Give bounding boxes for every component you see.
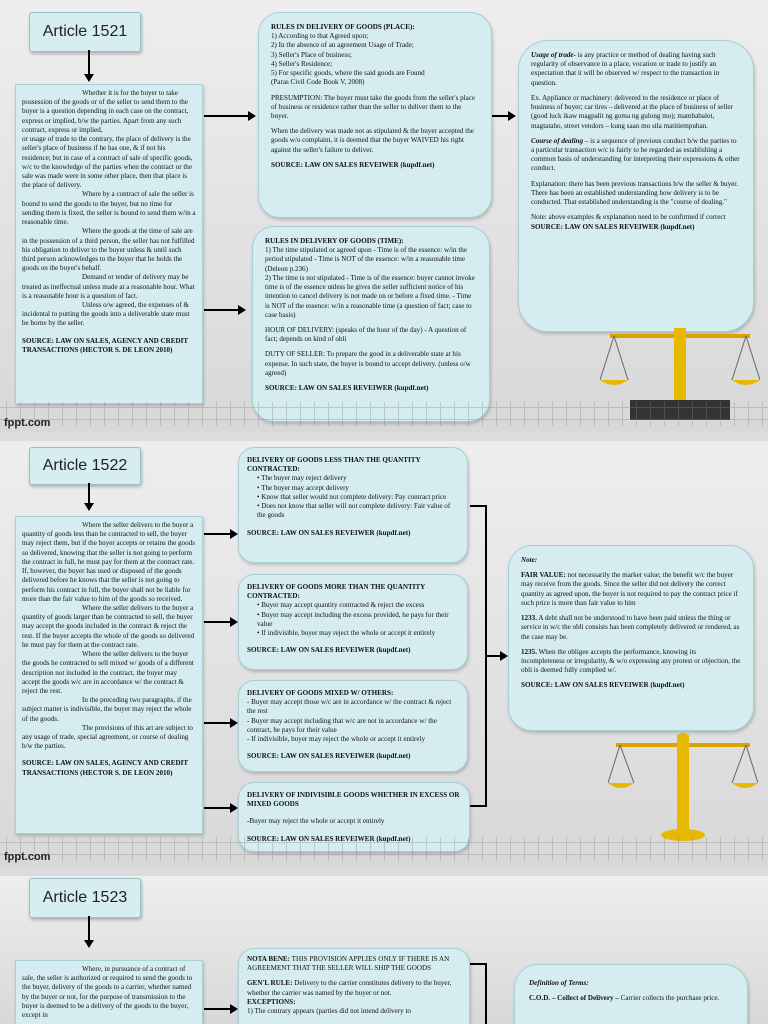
footer-brand: fppt.com — [4, 851, 51, 863]
slide-article-1522 — [0, 441, 768, 866]
article-text-box — [15, 84, 203, 404]
note-label: Note: — [521, 556, 538, 564]
definition: is any practice or method of dealing having such regularity of observance in a place, vocation or trade to justify an expectation that it will be observed w/ respect to the transaction in question. — [531, 51, 720, 87]
article-paragraph: Where the goods at the time of sale are in the possession of a third person, the seller has not fulfilled his obligation to deliver to the buyer unless & until such third person acknowledges to the buyer that he holds the goods on the buyer's behalf. — [22, 227, 195, 273]
article-excerpt: A debt shall not be understood to have been paid unless the thing or service in w/c the obli consists has been completely delivered or rendered, as the case may be. — [521, 614, 740, 641]
box-source: SOURCE: LAW ON SALES REVEIWER (kupdf.net) — [521, 681, 685, 690]
list-item: 2) In the absence of an agreement Usage of Trade; — [271, 41, 414, 50]
box-heading: Definition of Terms: — [529, 979, 589, 987]
list-item: 1) The contrary appears (parties did not intend delivery to — [247, 1007, 411, 1016]
arrowhead — [248, 111, 256, 121]
arrowhead — [84, 74, 94, 82]
arrow-right — [204, 115, 250, 117]
article-paragraph: Where the seller delivers to the buyer a quantity of goods less than he contracted to sell, the buyer may reject them, but if the buyer accepts or retains the goods so delivered, knowing that the seller is not going to perform the contract in full, he must pay for them at the contract rate. If, however, the buyer has used or disposed of the goods delivered before he knows that the seller is not going to perform his contract in full, the buyer shall not be liable for more than the fair value to him of the goods so received. — [22, 521, 195, 603]
article-number: 1235. — [521, 647, 537, 656]
arrow-down — [88, 483, 90, 505]
term: Course of dealing — [531, 136, 584, 145]
arrow-down — [88, 50, 90, 76]
arrowhead — [508, 111, 516, 121]
box-source: SOURCE: LAW ON SALES REVEIWER (kupdf.net) — [247, 646, 411, 655]
article-paragraph: In the preceding two paragraphs, if the subject matter is indivisible, the buyer may reject the whole of the goods. — [22, 696, 192, 723]
arrow-right — [204, 309, 240, 311]
explanation-text: Explanation: there has been previous transactions b/w the seller & buyer. There has been an established understanding how delivery is to be conducted. That established understanding is the "course of dealing." — [531, 179, 739, 207]
text: Delivery to the carrier constitutes delivery to the buyer, whether the carrier was named by the buyer or not. — [247, 979, 452, 997]
list-item: • The buyer may accept delivery — [257, 484, 459, 493]
list-item: 4) Seller's Residence; — [271, 59, 333, 68]
label: GEN'L RULE: — [247, 979, 293, 988]
article-source: SOURCE: LAW ON SALES, AGENCY AND CREDIT TRANSACTIONS (HECTOR S. DE LEON 2010) — [22, 759, 189, 777]
article-paragraph: or usage of trade to the contrary, the place of delivery is the seller's place of business if he has one, & if not his residence; but in case of a contract of sale of specific goods, w/c to the knowledge of the parties when the contract or the sale was made were in some other place, then that place is the place of delivery. — [22, 135, 193, 190]
definition-box — [514, 964, 748, 1024]
article-source: SOURCE: LAW ON SALES, AGENCY AND CREDIT TRANSACTIONS (HECTOR S. DE LEON 2010) — [22, 336, 189, 354]
box-heading: DELIVERY OF GOODS MORE THAN THE QUANTITY CONTRACTED: — [247, 583, 426, 601]
note-box — [508, 545, 754, 731]
article-paragraph: Where by a contract of sale the seller is bound to send the goods to the buyer, but no time for sending them is fixed, the seller is bound to send them w/in a reasonable time. — [22, 190, 196, 227]
list-item: • Buyer may accept quantity contracted & reject the excess — [257, 601, 459, 610]
article-paragraph: Whether it is for the buyer to take possession of the goods or of the seller to send them to the buyer is a question depending in each case on the contract, express or implied, b/w the parties. Apart from any such contract, express or implied, — [22, 89, 189, 134]
box-source: SOURCE: LAW ON SALES REVEIWER (kupdf.net) — [247, 752, 411, 761]
list-item: 1) According to that Agreed upon; — [271, 32, 369, 41]
box-heading: RULES IN DELIVERY OF GOODS (PLACE): — [271, 23, 415, 31]
note-text: Note: above examples & explanation need to be confirmed if correct — [531, 213, 726, 222]
box-heading: DELIVERY OF GOODS MIXED W/ OTHERS: — [247, 689, 394, 697]
nota-bene-box — [238, 948, 470, 1024]
definition: Carrier collects the purchase price. — [618, 994, 720, 1003]
mixed-goods-box — [238, 680, 468, 772]
hour-text: HOUR OF DELIVERY: (speaks of the hour of the day) - A question of fact; depends on kind of obli — [265, 325, 467, 344]
box-heading: DELIVERY OF INDIVISIBLE GOODS WHETHER IN EXCESS OR MIXED GOODS — [247, 791, 460, 809]
text: THIS PROVISION APPLIES ONLY IF THERE IS AN AGREEMENT THAT THE SELLER WILL SHIP THE GOODS — [247, 955, 450, 973]
article-title: Article 1522 — [29, 447, 141, 485]
presumption-text: PRESUMPTION: The buyer must take the goods from the seller's place of business or residence rather than the seller to deliver them to the buyer. — [271, 93, 476, 120]
decorative-border — [0, 402, 768, 426]
usage-of-trade-box — [518, 40, 754, 332]
article-excerpt: When the obligee accepts the performance, knowing its incompleteness or irregularity, & w/o expressing any protest or objection, the obli is deemed fully complied w/. — [521, 647, 741, 675]
term: Usage of trade- — [531, 51, 576, 59]
list-item: • Buyer may accept including the excess provided, he pays for their value — [257, 611, 459, 629]
duty-text: DUTY OF SELLER: To prepare the good in a deliverable state at his expense. In such state, the buyer is bound to accept delivery. (unless o/w agreed) — [265, 350, 471, 377]
slide-article-1523 — [0, 876, 768, 1024]
list-item: 1) The time stipulated or agreed upon - Time is of the essence: w/in the period stipulated - Time is NOT of the essence: w/in a reasonable time (Deleon p.236) — [265, 246, 467, 273]
arrowhead — [238, 305, 246, 315]
less-quantity-box — [238, 447, 468, 563]
list-item: - If indivisible, buyer may reject the whole or accept it entirely — [247, 735, 426, 744]
box-source: SOURCE: LAW ON SALES REVEIWER (kupdf.net) — [247, 834, 411, 843]
article-paragraph: Where the seller delivers to the buyer a quantity of goods larger than he contracted to sell, the buyer may accept the goods included in the contract & reject the rest. If the buyer accepts the whole of the goods so delivered he must pay for them at the contract rate. — [22, 603, 195, 649]
list-item: -Buyer may reject the whole or accept it entirely — [247, 817, 385, 826]
waived-text: When the delivery was made not as stipulated & the buyer accepted the goods w/o complaint, it is deemed that the buyer WAIVED his right against the seller's failure to deliver. — [271, 127, 474, 154]
article-paragraph: Where, in pursuance of a contract of sale, the seller is authorized or required to send the goods to the buyer, delivery of the goods to a carrier, whether named by the buyer or not, for the purpose of transmission to the buyer is deemed to be a delivery of the goods to the buyer, except in — [22, 965, 193, 1020]
list-item: • Does not know that seller will not complete delivery: Fair value of the goods — [257, 502, 459, 520]
list-item: • If indivisible, buyer may reject the whole or accept it entirely — [257, 629, 459, 638]
list-item: (Paras Civil Code Book V, 2008) — [271, 78, 365, 87]
article-text-box — [15, 960, 203, 1024]
decorative-border — [0, 834, 768, 861]
list-item: - Buyer may accept those w/c are in accordance w/ the contract & reject the rest — [247, 698, 452, 716]
box-source: SOURCE: LAW ON SALES REVEIWER (kupdf.net) — [265, 384, 429, 393]
definition: – is a sequence of previous conduct b/w the parties to a particular transaction w/c is fairly to be regarded as establishing a common basis of understanding for interpreting their expressions & other conduct. — [531, 136, 740, 173]
label: NOTA BENE: — [247, 955, 291, 963]
term: FAIR VALUE: — [521, 571, 566, 580]
list-item: - Buyer may accept including that w/c are not in accordance w/ the contract, he pays for their value — [247, 716, 437, 734]
more-quantity-box — [238, 574, 468, 670]
box-source: SOURCE: LAW ON SALES REVEIWER (kupdf.net) — [271, 160, 435, 169]
slide-article-1521 — [0, 0, 768, 432]
article-paragraph: The provisions of this art are subject to any usage of trade, special agreement, or course of dealing b/w the parties. — [22, 723, 193, 751]
exceptions-label: EXCEPTIONS: — [247, 997, 296, 1006]
time-rules-box — [252, 226, 490, 422]
box-source: SOURCE: LAW ON SALES REVEIWER (kupdf.net) — [531, 222, 695, 231]
box-heading: RULES IN DELIVERY OF GOODS (TIME): — [265, 237, 404, 245]
example-text: Ex. Appliance or machinery: delivered to the residence or place of business of buyer; car tires – delivered at the place of business of seller (good luck ikaw magpalit ng goma ng gulong mo); mambabalot, magtataho, street vendors – kung saan mo sila matitiempuhan. — [531, 93, 733, 130]
list-item: 5) For specific goods, where the said goods are Found — [271, 69, 425, 78]
article-title: Article 1521 — [29, 12, 141, 52]
article-paragraph: Unless o/w agreed, the expenses of & incidental to putting the goods into a deliverable state must be borne by the seller. — [22, 301, 190, 328]
place-rules-box — [258, 12, 492, 218]
term: C.O.D. – Collect of Delivery – — [529, 994, 619, 1003]
box-heading: DELIVERY OF GOODS LESS THAN THE QUANTITY CONTRACTED: — [247, 456, 421, 474]
list-item: • Know that seller would not complete delivery: Pay contract price — [257, 493, 459, 502]
list-item: 2) The time is not stipulated - Time is of the essence: buyer cannot invoke time is of the essence unless he gives the seller sufficient notice of his intention to cancel delivery is not made on or before a fixed time. - Time is NOT of the essence: w/in a reasonable time (a question of fact; case to case basis) — [265, 273, 475, 319]
footer-brand: fppt.com — [4, 417, 51, 429]
scales-of-justice-icon — [608, 733, 758, 843]
article-text-box — [15, 516, 203, 834]
arrowhead — [84, 503, 94, 511]
list-item: 3) Seller's Place of business; — [271, 50, 352, 59]
article-number: 1233. — [521, 614, 537, 623]
box-source: SOURCE: LAW ON SALES REVEIWER (kupdf.net) — [247, 528, 411, 537]
article-title: Article 1523 — [29, 878, 141, 918]
list-item: • The buyer may reject delivery — [257, 474, 459, 483]
definition: not necessarily the market value; the benefit w/c the buyer may receive from the goods. Since the seller did not delivery the correct quantity as agreed upon, the buyer is not required to pay the contract price if such price is more than fair value to him — [521, 571, 738, 607]
article-paragraph: Demand or tender of delivery may be treated as ineffectual unless made at a reasonable hour. What is a reasonable hour is a question of fact. — [22, 273, 195, 300]
article-paragraph: Where the seller delivers to the buyer the goods he contracted to sell mixed w/ goods of a different description not included in the contract, the buyer may accept the goods w/c are in accordance w/ the contract & reject the rest. — [22, 650, 194, 695]
